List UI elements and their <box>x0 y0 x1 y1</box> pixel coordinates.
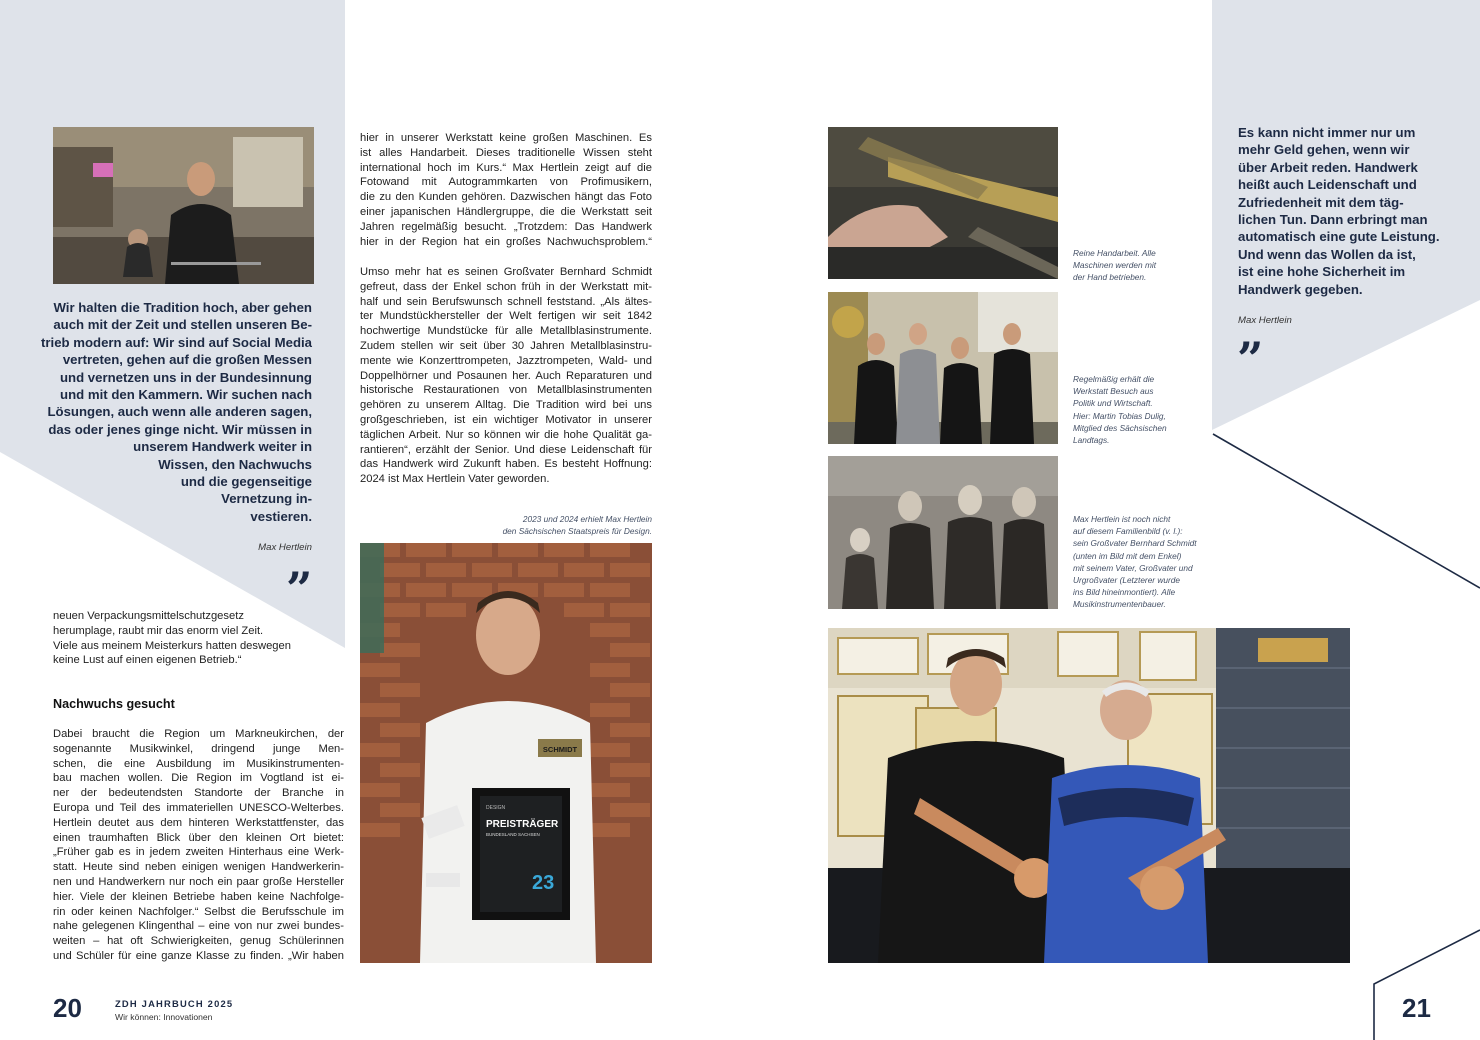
column2-paragraph-1 <box>360 131 652 249</box>
text-line: einen traumhaften Blick über den kleinen Ort bietet: <box>53 831 344 844</box>
caption-line: Musikinstrumentenbauer. <box>1073 599 1166 610</box>
left-pull-quote <box>40 299 312 525</box>
text-line: Jahren regelmäßig besucht. „Trotzdem: Das Handwerk <box>360 220 652 233</box>
quote-line: auch mit der Zeit und stellen unseren Be- <box>53 317 312 333</box>
quote-line: und vernetzen uns in der Bundesinnung <box>59 369 312 385</box>
award-subtitle-text: BUNDESLAND SACHSEN <box>486 832 540 837</box>
caption-line: 2023 und 2024 erhielt Max Hertlein <box>522 514 652 524</box>
quote-line: lichen Tun. Dann erbringt man <box>1238 212 1428 228</box>
text-line: ist alles Handarbeit. Dieses traditionelle Wissen steht <box>360 146 652 159</box>
text-line: „Früher gab es in jedem zweiten Hinterhaus eine Werk- <box>53 846 344 859</box>
text-line: statt. Heute sind neben einigen wenigen Handwerkerin- <box>53 861 344 874</box>
section-heading: Nachwuchs gesucht <box>53 697 175 711</box>
caption-familie <box>1073 513 1223 611</box>
text-line: die zu den Kunden gehören. Dazwischen hängt das Foto <box>360 191 652 204</box>
caption-line: ins Bild hineinmontiert). Alle <box>1073 587 1176 598</box>
right-quote-mark-icon: ” <box>1237 332 1264 386</box>
caption-line: Werkstatt Besuch aus <box>1073 386 1154 397</box>
quote-line: heißt auch Leidenschaft und <box>1238 177 1417 193</box>
quote-line: und mit den Kammern. Wir suchen nach <box>60 387 312 403</box>
text-line: 2024 ist Max Hertlein Vater geworden. <box>360 473 550 486</box>
award-caption <box>452 513 652 537</box>
award-number-text: 23 <box>532 872 555 894</box>
caption-line: Urgroßvater (Letzterer wurde <box>1073 575 1180 586</box>
quote-line: über Arbeit reden. Handwerk <box>1238 159 1418 175</box>
text-line: nahe gelegenen Klingenthal – eine von nur zwei bundes- <box>53 920 344 933</box>
text-line: ner der bedeutendsten Standorte der Branche in <box>53 787 344 800</box>
quote-line: das oder jenes ginge nicht. Wir müssen in <box>48 421 312 437</box>
quote-line: Und wenn das Wollen da ist, <box>1238 246 1416 262</box>
text-line: Dabei braucht die Region um Markneukirchen, der <box>53 728 344 740</box>
caption-line: mit seinem Vater, Großvater und <box>1073 562 1193 573</box>
quote-line: automatisch eine gute Leistung. <box>1238 229 1440 245</box>
quote-line: unserem Handwerk weiter in <box>133 439 312 455</box>
left-quote-mark-icon: ” <box>286 562 313 616</box>
right-quote-author: Max Hertlein <box>1238 315 1292 326</box>
text-line: keine Lust auf einen eigenen Betrieb.“ <box>53 654 242 667</box>
text-line: historische Restaurationen von Metallblasinstrumenten <box>360 384 652 397</box>
caption-line: Mitglied des Sächsischen <box>1073 422 1167 433</box>
right-diagonal-line <box>1213 434 1480 588</box>
quote-line: mehr Geld gehen, wenn wir <box>1238 142 1410 158</box>
text-line: gefreut, dass der Enkel schon früh in der Werkstatt mit- <box>360 280 652 293</box>
text-line: neuen Verpackungsmittelschutzgesetz <box>53 610 244 622</box>
caption-line: Reine Handarbeit. Alle <box>1073 248 1156 258</box>
text-line: bau machen wollen. Die Region im Vogtland ist ei- <box>53 772 344 785</box>
caption-line: Politik und Wirtschaft. <box>1073 398 1153 409</box>
text-line: einer japanischen Händlergruppe, die die Werkstatt seit <box>360 205 652 218</box>
text-line: international hoch im Kurs.“ Max Hertlein zeigt auf die <box>360 161 652 174</box>
quote-line: Handwerk gegeben. <box>1238 281 1363 297</box>
quote-line: trieb modern auf: Wir sind auf Social Media <box>41 334 312 350</box>
caption-line: Regelmäßig erhält die <box>1073 374 1155 384</box>
intro-paragraph <box>53 609 345 668</box>
quote-line: vestieren. <box>250 508 312 524</box>
caption-line: sein Großvater Bernhard Schmidt <box>1073 538 1197 549</box>
caption-line: der Hand betrieben. <box>1073 272 1147 283</box>
quote-line: Vernetzung in- <box>221 491 312 507</box>
caption-line: Maschinen werden mit <box>1073 260 1157 271</box>
text-line: rantieren“, erzählt der Senior. Und diese Leidenschaft für <box>360 443 652 456</box>
text-line: herumplage, raubt mir das enorm viel Zeit. <box>53 624 264 637</box>
text-line: gehören zu unserem Alltag. Die Tradition wird bei uns <box>360 399 652 412</box>
award-portrait-photo <box>360 543 652 963</box>
text-line: ter Mundstückhersteller der Welt fertigen wir seit 1842 <box>360 310 652 323</box>
text-line: täglichen Arbeit. Nur so können wir die hohe Qualität ga- <box>360 428 652 441</box>
text-line: Hertlein deutet aus dem hinteren Werkstattfenster, das <box>53 816 344 829</box>
column2-paragraph-2 <box>360 265 652 487</box>
text-line: weiten – hat oft Schwierigkeiten, genug Schülerinnen <box>53 935 344 948</box>
quote-line: Wir halten die Tradition hoch, aber gehen <box>53 300 312 315</box>
text-line: half und sein Berufswunsch schnell feststand. „Als ältes- <box>360 295 652 308</box>
text-line: Zudem stellen wir seit über 30 Jahren Metallblasinstru- <box>360 339 652 352</box>
text-line: hochwertige Mundstücke für alle Metallblasinstrumente. <box>360 325 652 338</box>
handwork-closeup-photo <box>828 127 1058 279</box>
text-line: großgeschrieben, ist ein wichtiger Motivator in unserer <box>360 413 652 426</box>
award-title-text: PREISTRÄGER <box>486 819 559 830</box>
text-line: schen, die eine Ausbildung im Musikinstrumenten- <box>53 757 344 770</box>
text-line: Fotowand mit Autogrammkarten von Profimusikern, <box>360 176 652 189</box>
quote-line: ist eine hohe Sicherheit im <box>1238 264 1406 280</box>
shirt-logo-text: SCHMIDT <box>542 745 578 754</box>
text-line: nen und Handwerkern nur noch ein paar große Hersteller <box>53 875 344 888</box>
page-number-left: 20 <box>53 993 82 1023</box>
text-line: rin oder keinen Nachfolger.“ Selbst die Berufsschule im <box>53 905 344 918</box>
award-header-text: DESIGN <box>486 805 506 811</box>
trumpets-duo-photo <box>828 628 1350 963</box>
text-line: hier. Viele der kleinen Betriebe haben keine Nachfolge- <box>53 890 344 903</box>
text-line: Umso mehr hat es seinen Großvater Bernhard Schmidt <box>360 266 652 278</box>
caption-line: (unten im Bild mit dem Enkel) <box>1073 550 1182 561</box>
text-line: sogenannte Musikwinkel, dringend junge Men- <box>53 742 344 755</box>
quote-line: Zufriedenheit mit dem täg- <box>1238 194 1404 210</box>
quote-line: vertreten, gehen auf die großen Messen <box>62 352 312 368</box>
workshop-portrait-photo <box>53 127 314 284</box>
caption-line: auf diesem Familienbild (v. l.): <box>1073 526 1183 537</box>
caption-line: den Sächsischen Staatspreis für Design. <box>502 526 652 537</box>
text-line: das Handwerk wird Zukunft haben. Es besteht Hoffnung: <box>360 458 652 471</box>
page-number-right: 21 <box>1402 993 1431 1023</box>
section-paragraph <box>53 727 344 964</box>
caption-line: Max Hertlein ist noch nicht <box>1073 514 1171 524</box>
quote-line: und die gegenseitige <box>180 474 312 490</box>
politics-visit-photo <box>828 292 1058 444</box>
text-line: mente wie Konzerttrompeten, Jazztrompeten, Wald- und <box>360 354 652 367</box>
text-line: und Schüler für eine ganze Klasse zu finden. „Wir haben <box>53 949 344 962</box>
left-quote-author: Max Hertlein <box>258 542 312 553</box>
quote-line: Wissen, den Nachwuchs <box>158 456 312 472</box>
text-line: hier in unserer Werkstatt keine großen Maschinen. Es <box>360 132 652 144</box>
caption-line: Hier: Martin Tobias Dulig, <box>1073 410 1166 421</box>
family-history-photo <box>828 456 1058 609</box>
caption-line: Landtags. <box>1073 435 1110 446</box>
text-line: hier in der Region hat ein großes Nachwuchsproblem.“ <box>360 235 652 248</box>
text-line: Doppelhörner und Posaunen her. Auch Reparaturen und <box>360 369 652 382</box>
right-pull-quote <box>1238 124 1438 298</box>
caption-handarbeit <box>1073 247 1213 284</box>
quote-line: Es kann nicht immer nur um <box>1238 125 1416 140</box>
caption-besuch <box>1073 373 1213 446</box>
footer-subtitle: Wir können: Innovationen <box>115 1012 213 1022</box>
text-line: Europa und Teil des immateriellen UNESCO-Welterbes. <box>53 801 344 814</box>
footer-title: ZDH JAHRBUCH 2025 <box>115 998 234 1009</box>
quote-line: Lösungen, auch wenn alle anderen sagen, <box>47 404 312 420</box>
text-line: Viele aus meinem Meisterkurs hatten deswegen <box>53 639 291 652</box>
